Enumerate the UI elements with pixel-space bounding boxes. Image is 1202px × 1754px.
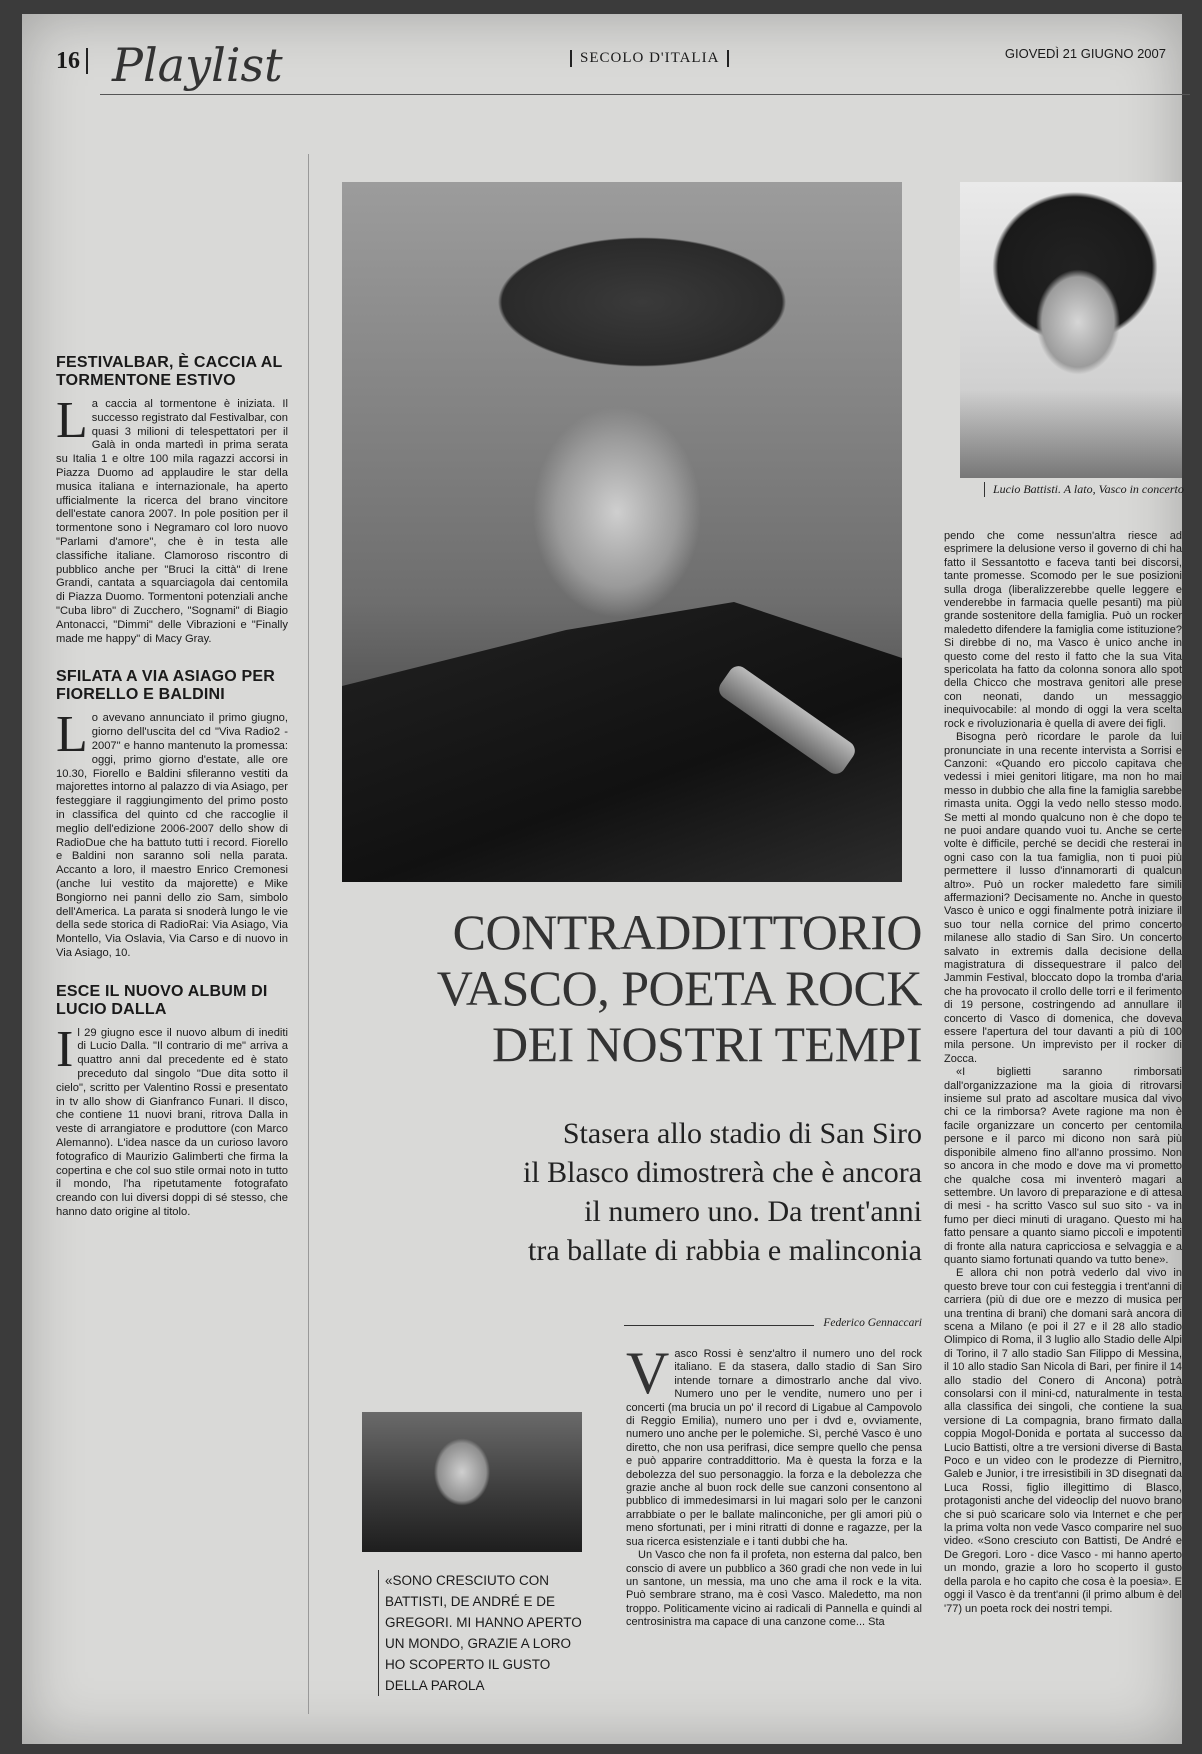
brief-title: FESTIVALBAR, È CACCIA AL TORMENTONE ESTIVO xyxy=(56,354,283,389)
page-number: 16 xyxy=(56,48,88,74)
section-title: Playlist xyxy=(112,38,283,92)
subtitle-line: Stasera allo stadio di San Siro xyxy=(562,1117,922,1150)
article-column-2 xyxy=(944,530,1182,1616)
brief-body: o avevano annunciato il primo giugno, giorno dell'uscita del cd "Viva Radio2 - 2007" e hanno mantenuto la promessa: oggi, primo giorno d'estate, alle ore 10.30, Fiorello e Baldini sfileranno vestiti da majorettes intorno al palazzo di via Asiago, per festeggiare il raggiungimento del primo posto in classifica del quinto cd che raccoglie il meglio dell'edizione 2006-2007 dello show di RadioDue che ha battuto tutti i record. Fiorello e Baldini non saranno soli nella parata. Accanto a loro, il maestro Enrico Cremonesi (anche lui vestito da majorette) e Mike Bongiorno nei panni dello zio Sam, simbolo dell'America. La parata si snoderà lungo le vie della sede storica di RadioRai: Via Asiago, Via Montello, Via Oslavia, Via Carso e di nuovo in Via Asiago, 10. xyxy=(56,712,288,959)
brief-title: ESCE IL NUOVO ALBUM DI LUCIO DALLA xyxy=(56,982,268,1018)
article-paragraph: Bisogna però ricordare le parole da lui pronunciate in una recente intervista a Sorrisi e Canzoni: «Quando ero piccolo capitava che vedessi i miei genitori litigare, ma non ho mai messo in dubbio che alla fine la famiglia sarebbe rimasta unita. Oggi la vedo nello stesso modo. Se metti al mondo qualcuno non è che dopo te ne puoi andare quando vuoi tu. Anche se certe volte è difficile, perché se decidi che resterai in ogni caso con la tua famiglia, non ti puoi più permettere il lusso d'innamorarti di qualcun altro». Può un rocker maledetto fare simili affermazioni? Decisamente no. Anche in questo Vasco è unico e oggi finalmente potrà iniziare il suo tour nella cornice del primo concerto milanese allo stadio di San Siro. Un concerto salvato in extremis dalla decisione della magistratura di dissequestrare il palco del Jammin Festival, bloccato dopo la tromba d'aria che ha provocato il crollo delle torri e il ferimento di 19 persone, costringendo ad annullare il concerto di Vasco di domenica, che doveva essere l'apertura del tour davanti a più di 100 mila persone. Un imprevisto per il rocker di Zocca. xyxy=(944,731,1182,1065)
brief-text xyxy=(56,392,288,646)
article-column-1 xyxy=(626,1340,922,1630)
photo-caption: Lucio Battisti. A lato, Vasco in concerto xyxy=(984,482,1191,497)
dropcap: L xyxy=(56,392,88,449)
article-subtitle xyxy=(362,1114,922,1270)
page-header xyxy=(42,38,1172,92)
headline-line: DEI NOSTRI TEMPI xyxy=(492,1016,922,1072)
vasco-inset-photo xyxy=(362,1412,582,1552)
headline-line: VASCO, POETA ROCK xyxy=(436,960,922,1016)
brief-body: a caccia al tormentone è iniziata. Il successo registrato dal Festivalbar, con quasi 3 milioni di telespettatori per il Galà in onda martedì in prima serata su Italia 1 e oltre 100 mila ragazzi accorsi in Piazza Duomo ad applaudire le star della musica italiana e internazionale, ha aperto ufficialmente la ricerca del brano vincitore dell'estate canora 2007. In pole position per il tormentone sono i Negramaro col loro nuovo "Parlami d'amore", che è in testa alle classifiche italiane. Clamoroso riscontro di pubblico anche per "Bruci la città" di Irene Grandi, cantata a squarciagola dai centomila di Piazza Duomo. Tormentoni potenziali anche "Cuba libro" di Zucchero, "Sognami" di Biagio Antonacci, "Dimmi" delle Vibrazioni e "Finally made me happy" di Macy Gray. xyxy=(56,398,288,645)
pull-quote: «SONO CRESCIUTO CON BATTISTI, DE ANDRÉ E DE GREGORI. MI HANNO APERTO UN MONDO, GRAZIE A LORO HO SCOPERTO IL GUSTO DELLA PAROLA xyxy=(378,1570,585,1696)
brief-lucio-dalla xyxy=(56,983,288,1220)
dropcap: V xyxy=(626,1340,670,1406)
article-headline xyxy=(352,904,922,1072)
brief-text xyxy=(56,1020,288,1220)
subtitle-line: tra ballate di rabbia e malinconia xyxy=(528,1234,922,1267)
subtitle-line: il Blasco dimostrerà che è ancora xyxy=(523,1156,922,1189)
dropcap: L xyxy=(56,706,88,764)
paragraph-text: asco Rossi è senz'altro il numero uno del rock italiano. E da stasera, dallo stadio di San Siro intende tornare a dimostrarlo anche dal vivo. Numero uno per le vendite, numero uno per i concerti (ma brucia un po' il record di Ligabue al Campovolo di Reggio Emilia), numero uno per i dvd e, ovviamente, numero uno anche per le polemiche. Sì, perché Vasco è uno diretto, che non usa perifrasi, dice sempre quello che pensa e può apparire contraddittorio. Ma è questa la forza e la debolezza del suo personaggio. la forza e la debolezza che grazie anche al buon rock delle sue canzoni consentono al pubblico di immedesimarsi in lui magari solo per le canzoni arrabbiate o per le ballate malinconiche, per gli amori più o meno sfortunati, per i mini ritratti di donne e ragazze, per la sua ricerca esistenziale e i tanti dubbi che ha. xyxy=(626,1348,922,1548)
brief-body: l 29 giugno esce il nuovo album di inediti di Lucio Dalla. "Il contrario di me" arriva a quattro anni dal precedente ed è stato preceduto dal singolo "Due dita sotto il cielo", scritto per Valentino Rossi e presentato in tv allo show di Gianfranco Funari. Il disco, che contiene 11 nuovi brani, ritrova Dalla in veste di arrangiatore e produttore (con Marco Alemanno). L'idea nasce da un curioso lavoro fotografico di Maurizio Galimberti che firma la copertina e che col suo stile ormai noto in tutto il mondo, l'ha ripetutamente fotografato creando con lui diversi doppi di sé stesso, che hanno dato origine al titolo. xyxy=(56,1026,288,1219)
article-paragraph: E allora chi non potrà vederlo dal vivo in questo breve tour con cui festeggia i trent'anni di carriera (più di due ore e mezzo di musica per una trentina di brani) che domani sarà ancora di scena a Milano (e poi il 27 e il 28 allo stadio Olimpico di Roma, il 3 luglio allo Stadio delle Alpi di Torino, il 7 allo stadio San Filippo di Messina, il 10 allo stadio San Nicola di Bari, per finire il 14 allo stadio del Conero di Ancona) potrà consolarsi con il mini-cd, naturalmente in testa alla classifica dei singoli, che contiene la sua versione di La compagnia, brano firmato dalla coppia Mogol-Donida e portata al successo da Lucio Battisti, oltre a tre versioni diverse di Basta Poco e un video con le prodezze di Piernitro, Galeb e Junior, i tre irresistibili in 3D disegnati da Luca Rossi, figlio illegittimo di Blasco, protagonisti anche del videoclip del nuovo brano che si può scaricare solo via Internet e che per la prima volta non vede Vasco comparire nel suo video. «Sono cresciuto con Battisti, De André e De Gregori. Loro - dice Vasco - mi hanno aperto un mondo, grazie a loro ho scoperto il gusto della parola e ho capito che cosa è la poesia». E oggi il Vasco è da trent'anni (il primo album è del '77) un poeta rock dei nostri tempi. xyxy=(944,1267,1182,1615)
brief-festivalbar xyxy=(56,354,288,646)
newspaper-name: SECOLO D'ITALIA xyxy=(570,50,729,67)
article-byline: Federico Gennaccari xyxy=(823,1317,922,1329)
article-paragraph xyxy=(626,1340,922,1549)
article-paragraph: «I biglietti saranno rimborsati dall'organizzazione ma la gioia di ritrovarsi insieme sul prato ad ascoltare musica dal vivo chi ce la rimborsa? Avete ragione ma non è facile organizzare un concerto per centomila persone e il parco mi dicono non sarà più disponibile almeno fino all'anno prossimo. Non so ancora in che modo e dove ma vi prometto che qualche cosa mi inventerò magari a settembre. Un lavoro di preparazione e di attesa di mesi - ha scritto Vasco sul suo sito - va in fumo per dieci minuti di uragano. Questo mi ha fatto pensare a quanto siamo piccoli e impotenti di fronte alla natura capricciosa e selvaggia e a quanto siamo fortunati quando va tutto bene». xyxy=(944,1066,1182,1266)
brief-fiorello-baldini xyxy=(56,668,288,960)
header-rule xyxy=(100,94,1190,95)
column-divider xyxy=(308,154,309,1714)
news-briefs-sidebar xyxy=(56,354,288,1242)
brief-text xyxy=(56,706,288,960)
vasco-concert-photo xyxy=(342,182,902,882)
issue-date: GIOVEDÌ 21 GIUGNO 2007 xyxy=(1004,46,1166,61)
article-paragraph: Un Vasco che non fa il profeta, non esterna dal palco, ben conscio di avere un pubblico a 360 gradi che non vede in lui un santone, un messia, ma uno che ama il rock e la vita. Può sembrare strano, ma è così Vasco. Maledetto, ma non troppo. Politicamente vicino ai radicali di Pannella e quindi al centrosinistra ma capace di una canzone come... Sta xyxy=(626,1549,922,1629)
newspaper-page xyxy=(22,14,1182,1744)
dropcap: I xyxy=(56,1020,74,1078)
subtitle-line: il numero uno. Da trent'anni xyxy=(584,1195,922,1228)
headline-line: CONTRADDITTORIO xyxy=(452,904,922,960)
brief-title: SFILATA A VIA ASIAGO PER FIORELLO E BALDINI xyxy=(56,668,276,704)
article-paragraph: pendo che come nessun'altra riesce ad esprimere la delusione verso il governo di chi ha fatto il Sessantotto e faceva tanti bei discorsi, tante promesse. Scomodo per le sue posizioni sulla droga (liberalizzerebbe quelle leggere e venderebbe in farmacia quelle pesanti) ma più grande sostenitore della famiglia. Può un rocker maledetto difendere la famiglia come istituzione? Si direbbe di no, ma Vasco è unico anche in questo come del resto il fatto che la sua Vita spericolata ha fatto da colonna sonora allo spot della Chicco che mostrava genitori alle prese con neonati, dando un messaggio inequivocabile: al mondo di oggi la vera scelta rock e rivoluzionaria è quella di avere dei figli. xyxy=(944,530,1182,730)
lucio-battisti-photo xyxy=(960,182,1182,478)
